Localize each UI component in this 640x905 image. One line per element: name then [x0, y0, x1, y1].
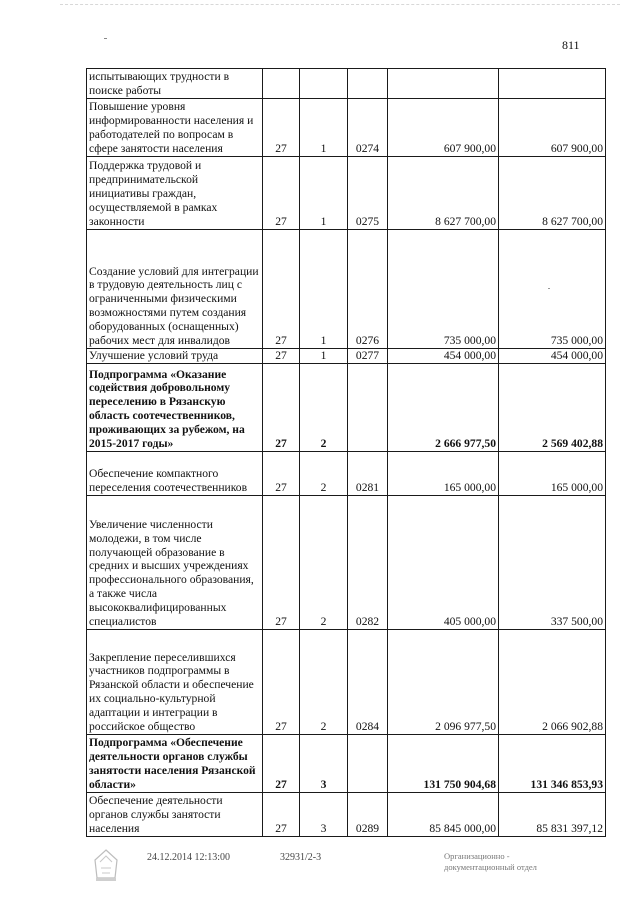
budget-table	[86, 68, 606, 837]
row-name-cell: Подпрограмма «Оказание содействия добровольному переселению в Рязанскую область соотечественников, проживающих за рубежом, на 2015-2017 годы»	[87, 364, 263, 452]
code-cell: 0275	[348, 157, 388, 230]
row-name-cell: Обеспечение деятельности органов службы занятости населения	[87, 793, 263, 837]
code-cell: 2	[300, 452, 348, 496]
row-name-cell: Улучшение условий труда	[87, 349, 263, 364]
amount-cell: 607 900,00	[388, 99, 499, 157]
stamp-line: документационный отдел	[444, 862, 537, 872]
code-cell: 0284	[348, 630, 388, 735]
amount-cell: 405 000,00	[388, 496, 499, 630]
code-cell: 2	[300, 630, 348, 735]
amount-cell: 8 627 700,00	[388, 157, 499, 230]
code-cell: 1	[300, 349, 348, 364]
table-row	[87, 735, 606, 793]
table-row	[87, 452, 606, 496]
amount-cell: 131 346 853,93	[499, 735, 606, 793]
code-cell: 27	[263, 349, 300, 364]
code-cell	[348, 364, 388, 452]
footer-document-number: 32931/2-3	[280, 852, 322, 863]
amount-cell: 735 000,00	[499, 230, 606, 349]
table-row	[87, 793, 606, 837]
amount-cell: 2 666 977,50	[388, 364, 499, 452]
table-row	[87, 157, 606, 230]
department-stamp	[444, 851, 537, 873]
amount-cell: 454 000,00	[499, 349, 606, 364]
page-number: 811	[562, 38, 580, 52]
amount-cell: 131 750 904,68	[388, 735, 499, 793]
code-cell: 0276	[348, 230, 388, 349]
amount-cell: 165 000,00	[388, 452, 499, 496]
table-row	[87, 99, 606, 157]
row-name-cell: Создание условий для интеграции в трудовую деятельность лиц с ограниченными физическими возможностями путем создания оборудованных (оснащенных) рабочих мест для инвалидов	[87, 230, 263, 349]
row-name-cell: Обеспечение компактного переселения соотечественников	[87, 452, 263, 496]
table-row	[87, 364, 606, 452]
code-cell: 2	[300, 364, 348, 452]
code-cell: 3	[300, 793, 348, 837]
amount-cell: 2 569 402,88	[499, 364, 606, 452]
amount-cell: 454 000,00	[388, 349, 499, 364]
amount-cell: 85 831 397,12	[499, 793, 606, 837]
code-cell: 27	[263, 364, 300, 452]
code-cell: 0282	[348, 496, 388, 630]
stamp-line: Организационно -	[444, 851, 510, 861]
table-row	[87, 230, 606, 349]
table-row	[87, 69, 606, 99]
amount-cell: 607 900,00	[499, 99, 606, 157]
code-cell: 1	[300, 230, 348, 349]
code-cell: 27	[263, 99, 300, 157]
amount-cell: 2 096 977,50	[388, 630, 499, 735]
code-cell: 27	[263, 452, 300, 496]
table-row	[87, 630, 606, 735]
code-cell: 3	[300, 735, 348, 793]
amount-cell	[388, 69, 499, 99]
code-cell: 27	[263, 735, 300, 793]
footer-datetime: 24.12.2014 12:13:00	[147, 852, 231, 863]
amount-cell: 337 500,00	[499, 496, 606, 630]
amount-cell: 2 066 902,88	[499, 630, 606, 735]
table-row	[87, 349, 606, 364]
code-cell: 1	[300, 99, 348, 157]
code-cell: 0274	[348, 99, 388, 157]
row-name-cell: испытывающих трудности в поиске работы	[87, 69, 263, 99]
code-cell	[348, 735, 388, 793]
code-cell: 27	[263, 496, 300, 630]
code-cell: 27	[263, 230, 300, 349]
code-cell: 0289	[348, 793, 388, 837]
scan-top-edge	[60, 4, 620, 5]
amount-cell: 165 000,00	[499, 452, 606, 496]
code-cell: 27	[263, 157, 300, 230]
row-name-cell: Поддержка трудовой и предпринимательской инициативы граждан, осуществляемой в рамках законности	[87, 157, 263, 230]
code-cell	[348, 69, 388, 99]
code-cell: 2	[300, 496, 348, 630]
emblem-logo	[91, 848, 121, 882]
amount-cell: 735 000,00	[388, 230, 499, 349]
code-cell	[300, 69, 348, 99]
code-cell: 27	[263, 630, 300, 735]
scan-speck	[104, 38, 107, 39]
budget-table-body	[87, 69, 606, 837]
row-name-cell: Повышение уровня информированности населения и работодателей по вопросам в сфере занятости населения	[87, 99, 263, 157]
code-cell	[263, 69, 300, 99]
code-cell: 0277	[348, 349, 388, 364]
amount-cell: 85 845 000,00	[388, 793, 499, 837]
code-cell: 1	[300, 157, 348, 230]
code-cell: 27	[263, 793, 300, 837]
amount-cell: 8 627 700,00	[499, 157, 606, 230]
row-name-cell: Увеличение численности молодежи, в том числе получающей образование в средних и высших учреждениях профессионального образования, а также числа высококвалифицированных специалистов	[87, 496, 263, 630]
row-name-cell: Закрепление переселившихся участников подпрограммы в Рязанской области и обеспечение их социально-культурной адаптации и интеграции в российское общество	[87, 630, 263, 735]
amount-cell	[499, 69, 606, 99]
row-name-cell: Подпрограмма «Обеспечение деятельности органов службы занятости населения Рязанской области»	[87, 735, 263, 793]
code-cell: 0281	[348, 452, 388, 496]
table-row	[87, 496, 606, 630]
